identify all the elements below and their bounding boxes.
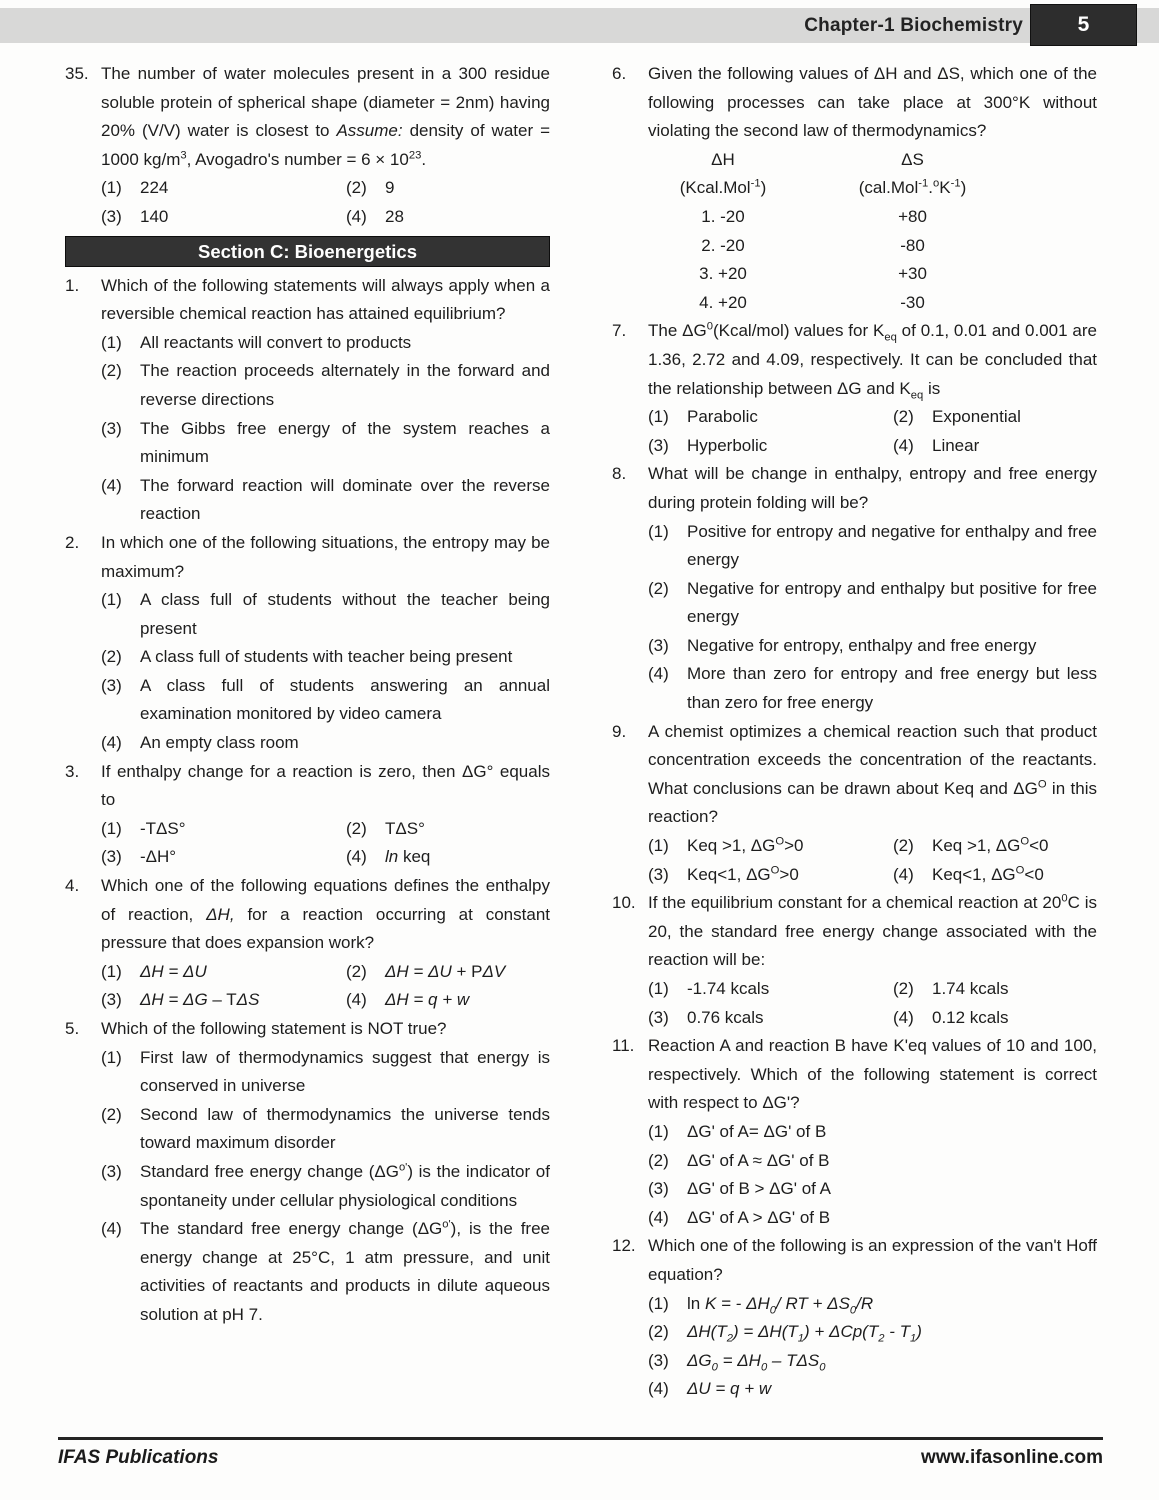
option-1: (1) Parabolic <box>648 407 758 427</box>
option-4: (4) More than zero for entropy and free energy but less than zero for free energy <box>648 664 1097 713</box>
option-3: (3) Negative for entropy, enthalpy and free energy <box>648 635 1037 655</box>
option-2: (2) 9 <box>346 178 395 198</box>
table-row: 4. +20 -30 <box>699 292 925 312</box>
question-number: 5. <box>65 1019 80 1038</box>
option-1: (1) All reactants will convert to products <box>101 332 412 352</box>
question-number: 10. <box>612 893 636 913</box>
option-2: (2) TΔS° <box>346 818 425 838</box>
question-10 <box>612 889 1097 1032</box>
question-4 <box>65 872 550 1015</box>
option-3: (3) The Gibbs free energy of the system reaches a minimum <box>101 418 550 467</box>
option-1: (1) -TΔS° <box>101 818 186 838</box>
option-1: (1) ln K = - $\Delta H_0/$ RT + $\Delta S_0/R$ <box>648 1293 874 1316</box>
option-1: (1) A class full of students without the teacher being present <box>101 590 550 638</box>
question-number: 12. <box>612 1236 636 1256</box>
option-1: (1) Keq >1, $\Delta G^O>0$ <box>648 835 804 856</box>
options <box>101 1044 550 1330</box>
question-12 <box>612 1232 1097 1404</box>
option-4: (4) The standard free energy change $(\Delta G^{o'})$, is the free energy change at 25°C, 1 atm pressure, and unit activities of reactants and products in dilute aqueous solution at pH 7. <box>101 1218 550 1324</box>
question-6 <box>612 60 1097 317</box>
question-number: 8. <box>612 464 627 484</box>
question-stem: If enthalpy change for a reaction is zero, then ΔG° equals to <box>101 761 550 810</box>
options <box>648 1118 1097 1232</box>
page-number-box <box>1030 4 1137 46</box>
option-3: (3) Keq<1, $\Delta G^O>0$ <box>648 863 799 884</box>
question-stem: Which one of the following equations defines the enthalpy of reaction, ΔH, for a reaction occurring at constant pressure that does expansion work? <box>101 876 550 953</box>
option-2: (2) A class full of students with teacher being present <box>101 647 513 667</box>
options <box>101 174 550 231</box>
option-3: (3) Hyperbolic <box>648 435 768 455</box>
question-number: 9. <box>612 721 627 741</box>
question-8 <box>612 460 1097 717</box>
option-4: (4) Linear <box>893 435 980 455</box>
question-7 <box>612 317 1097 460</box>
question-number: 3. <box>65 761 80 781</box>
option-2: (2) The reaction proceeds alternately in the forward and reverse directions <box>101 361 550 409</box>
publisher-website: www.ifasonline.com <box>921 1447 1103 1468</box>
chapter-title: Chapter-1 Biochemistry <box>804 15 1023 36</box>
option-2: (2) Negative for entropy and enthalpy but positive for free energy <box>648 578 1097 627</box>
option-2: (2) Exponential <box>893 407 1021 427</box>
option-3: (3) $\Delta G_0 = \Delta H_0 - T\Delta S_0$ <box>648 1350 826 1374</box>
publisher-name: IFAS Publications <box>58 1447 219 1468</box>
option-3: (3) Standard free energy change $(\Delta G^{o'})$ is the indicator of spontaneity under cellular physiological conditions <box>101 1161 550 1210</box>
options <box>648 975 1097 1032</box>
question-stem: What will be change in enthalpy, entropy and free energy during protein folding will be? <box>648 464 1097 512</box>
question-number: 7. <box>612 321 627 341</box>
question-stem: Which one of the following is an expression of the van't Hoff equation? <box>648 1236 1097 1284</box>
table-header-row <box>648 146 1097 175</box>
options <box>101 958 550 1015</box>
col1-unit: (Kcal.Mol$^{-1}$) <box>679 177 767 198</box>
table-row: 3. +20 +30 <box>699 264 927 284</box>
option-4: (4) The forward reaction will dominate over the reverse reaction <box>101 475 550 524</box>
option-1: (1) 224 <box>101 178 169 198</box>
question-number: 35. <box>65 64 89 83</box>
question-stem: In which one of the following situations, the entropy may be maximum? <box>101 532 550 581</box>
col2-unit: $(cal.Mol^{-1}.^oK^{-1})$ <box>858 177 967 198</box>
option-3: (3) A class full of students answering an annual examination monitored by video camera <box>101 675 550 724</box>
options <box>648 1290 1097 1404</box>
table-row: 2. -20 -80 <box>701 235 925 255</box>
options <box>648 518 1097 718</box>
section-header: Section C: Bioenergetics <box>65 236 550 267</box>
question-number: 1. <box>65 275 80 295</box>
option-4: (4) ΔU = q + w <box>648 1379 772 1399</box>
col1-header: ΔH <box>711 149 735 169</box>
question-stem: Reaction A and reaction B have K'eq values of 10 and 100, respectively. Which of the following statement is correct with respect to ΔG'? <box>648 1036 1097 1113</box>
option-1: (1) First law of thermodynamics suggest that energy is conserved in universe <box>101 1047 550 1096</box>
option-1: (1) Positive for entropy and negative for enthalpy and free energy <box>648 521 1097 570</box>
option-1: (1) -1.74 kcals <box>648 979 770 998</box>
question-stem: The $\Delta G^0(Kcal/mol)$ values for $K_{eq}$ of 0.1, 0.01 and 0.001 are 1.36, 2.72 and 4.09, respectively. It can be concluded that the relationship between ΔG and $K_{eq}$ is <box>648 320 1097 401</box>
question-2 <box>65 529 550 758</box>
option-4: (4) Keq<1, $\Delta G^O<0$ <box>893 863 1044 884</box>
option-4: (4) ΔH = q + w <box>346 990 470 1010</box>
option-4: (4) ΔG' of A > ΔG' of B <box>648 1207 831 1227</box>
question-stem: Which of the following statement is NOT true? <box>101 1019 447 1038</box>
question-3 <box>65 758 550 872</box>
question-stem: The number of water molecules present in a 300 residue soluble protein of spherical shape (diameter = 2nm) having 20% (V/V) water is closest to Assume: density of water = 1000 $kg/m^3$, Avogadro's number = $6 \times 10^{23}$. <box>101 64 550 169</box>
options <box>101 329 550 529</box>
col2-header: ΔS <box>901 149 924 169</box>
options <box>648 832 1097 889</box>
question-11 <box>612 1032 1097 1232</box>
option-4: (4) ln keq <box>346 847 431 867</box>
page-header-bar <box>0 8 1159 43</box>
option-3: (3) ΔH = ΔG – TΔS <box>101 990 260 1010</box>
question-stem: A chemist optimizes a chemical reaction such that product concentration exceeds the concentration of the reactants. What conclusions can be drawn about Keq and $\Delta G^O$ in this reaction? <box>648 721 1097 827</box>
question-number: 4. <box>65 876 80 896</box>
option-3: (3) -ΔH° <box>101 847 177 867</box>
options <box>101 815 550 872</box>
option-3: (3) ΔG' of B > ΔG' of A <box>648 1179 832 1199</box>
options <box>648 403 1097 460</box>
page-number: 5 <box>1077 13 1090 36</box>
question-stem: If the equilibrium constant for a chemical reaction at $20^0C$ is 20, the standard free energy change associated with the reaction will be: <box>648 892 1098 970</box>
question-5 <box>65 1015 550 1330</box>
question-number: 2. <box>65 532 80 552</box>
table-row: 1. -20 +80 <box>701 206 927 226</box>
option-3: (3) 140 <box>101 206 169 226</box>
question-number: 6. <box>612 64 627 83</box>
question-stem: Given the following values of ΔH and ΔS, which one of the following processes can take place at 300°K without violating the second law of thermodynamics? <box>648 64 1097 141</box>
option-2: (2) Second law of thermodynamics the universe tends toward maximum disorder <box>101 1104 550 1153</box>
page-footer <box>58 1437 1103 1469</box>
option-1: (1) ΔH = ΔU <box>101 961 207 981</box>
option-2: (2) $\Delta H(T_2) = \Delta H(T_1) + \Delta Cp(T_2 - T_1)$ <box>648 1322 922 1345</box>
left-column <box>65 60 550 1404</box>
option-2: (2) 1.74 kcals <box>893 979 1009 998</box>
question-1 <box>65 272 550 529</box>
q6-data-table <box>648 146 1097 318</box>
question-9 <box>612 718 1097 890</box>
options <box>101 586 550 758</box>
option-3: (3) 0.76 kcals <box>648 1007 764 1027</box>
question-stem: Which of the following statements will always apply when a reversible chemical reaction has attained equilibrium? <box>101 275 550 324</box>
option-2: (2) Keq >1, $\Delta G^O<0$ <box>893 835 1049 856</box>
table-unit-row <box>648 174 1097 203</box>
option-4: (4) 0.12 kcals <box>893 1007 1009 1027</box>
option-4: (4) 28 <box>346 206 404 226</box>
question-number: 11. <box>612 1036 635 1056</box>
right-column <box>612 60 1097 1404</box>
question-35 <box>65 60 550 232</box>
option-2: (2) ΔG' of A ≈ ΔG' of B <box>648 1150 830 1170</box>
page-content <box>65 60 1097 1404</box>
option-2: (2) ΔH = ΔU + PΔV <box>346 961 506 981</box>
option-1: (1) ΔG' of A= ΔG' of B <box>648 1121 827 1141</box>
option-4: (4) An empty class room <box>101 733 299 753</box>
